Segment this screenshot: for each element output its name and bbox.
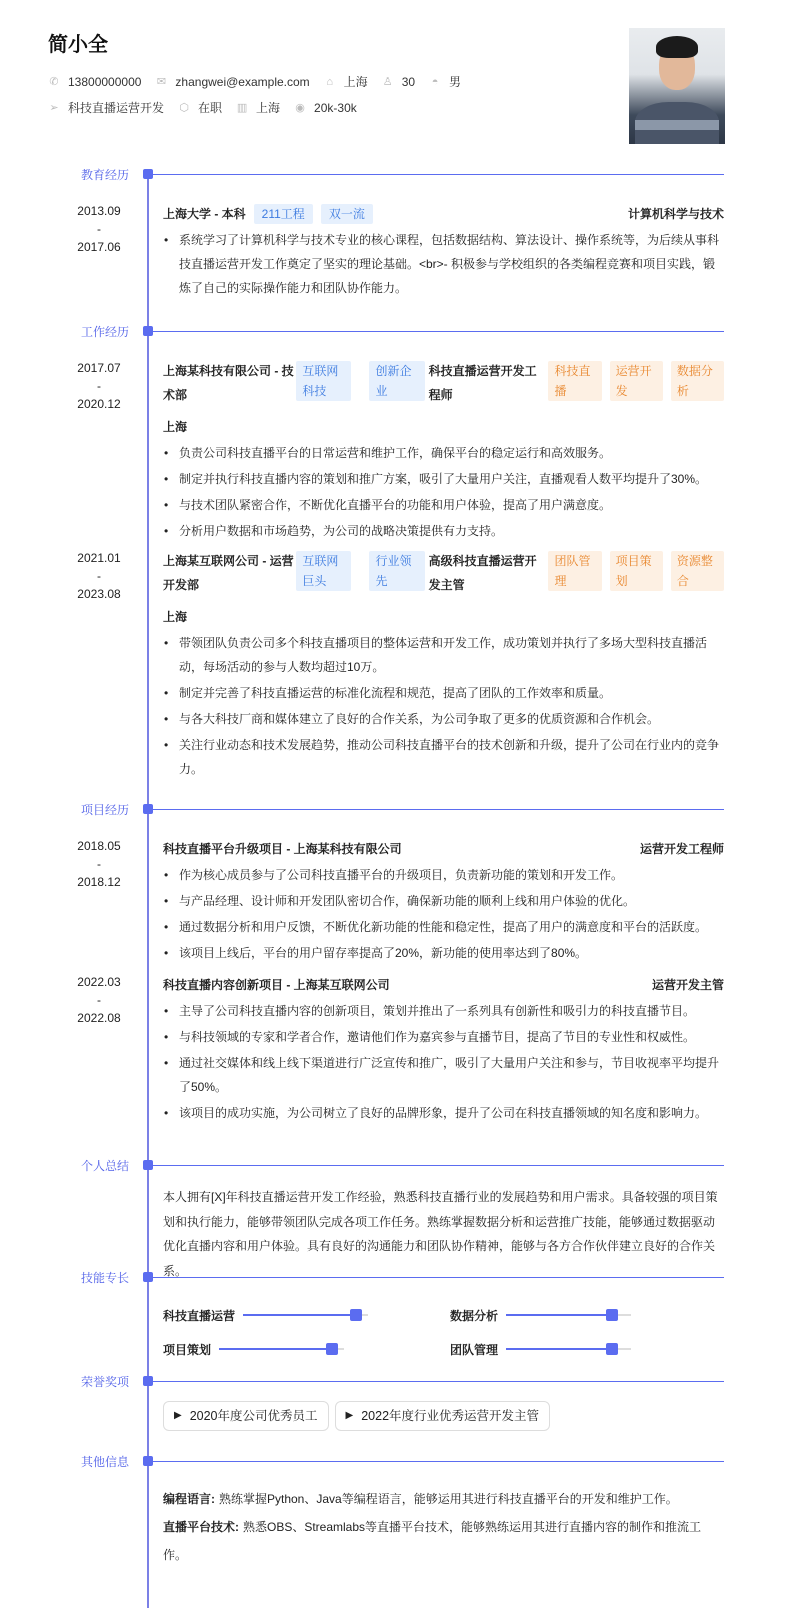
date-separator: - (97, 857, 101, 871)
work-location: 上海 (163, 610, 188, 624)
city: 上海 (343, 75, 368, 89)
project-role: 运营开发工程师 (639, 842, 724, 856)
section-title: 技能专长 (81, 1271, 130, 1285)
job-status: 在职 (198, 101, 223, 115)
skill-level-knob (326, 1343, 338, 1355)
detail-item: • 主导了公司科技直播内容的创新项目，策划并推出了一系列具有创新性和吸引力的科技直播节目。 (163, 999, 724, 1023)
date-range (70, 973, 128, 1027)
skill-item (163, 1303, 450, 1327)
building-icon: ▥ (236, 102, 248, 114)
skill-level-bar (506, 1348, 631, 1350)
date-range (70, 359, 128, 413)
award-badge (335, 1401, 551, 1431)
detail-item: • 作为核心成员参与了公司科技直播平台的升级项目，负责新功能的策划和开发工作。 (163, 863, 724, 887)
project-header (163, 973, 724, 997)
skill-item (450, 1303, 724, 1327)
play-icon: ▶ (345, 1410, 354, 1421)
project-content (163, 973, 724, 1125)
detail-item: • 分析用户数据和市场趋势，为公司的战略决策提供有力支持。 (163, 519, 724, 543)
other-item (163, 1485, 724, 1513)
status-icon: ⬡ (179, 102, 189, 114)
company-tag: 互联网科技 (296, 361, 351, 401)
date-separator: - (97, 993, 101, 1007)
project-content (163, 837, 724, 965)
section-title: 项目经历 (81, 803, 130, 817)
work-entry (0, 359, 794, 543)
skill-tag: 运营开发 (610, 361, 663, 401)
project-role: 运营开发主管 (651, 978, 724, 992)
start-date: 2017.07 (77, 361, 121, 375)
gender: 男 (449, 75, 462, 89)
tag: 211工程 (254, 204, 313, 224)
skill-item (163, 1337, 450, 1361)
company-tag: 行业领先 (369, 551, 424, 591)
mail-icon: ✉ (156, 76, 167, 88)
work-content (163, 359, 724, 543)
skill-level-bar (219, 1348, 344, 1350)
section-title: 其他信息 (81, 1455, 130, 1469)
section-title: 教育经历 (81, 168, 130, 182)
detail-item: • 该项目的成功实施，为公司树立了良好的品牌形象，提升了公司在科技直播领域的知名度和影响力。 (163, 1101, 724, 1125)
start-date: 2018.05 (77, 839, 121, 853)
skills-section (0, 1269, 794, 1361)
intent-row (48, 99, 728, 116)
age: 30 (401, 74, 416, 89)
skill-item (450, 1337, 724, 1361)
other-item (163, 1513, 724, 1569)
skill-name: 项目策划 (163, 1342, 212, 1357)
end-date: 2020.12 (77, 397, 121, 411)
education-section (0, 166, 794, 300)
detail-item: • 与技术团队紧密合作，不断优化直播平台的功能和用户体验，提高了用户满意度。 (163, 493, 724, 517)
detail-item: • 制定并完善了科技直播运营的标准化流程和规范，提高了团队的工作效率和质量。 (163, 681, 724, 705)
email: zhangwei@example.com (175, 74, 310, 89)
start-date: 2013.09 (77, 204, 121, 218)
contact-row (48, 73, 728, 90)
tag: 双一流 (321, 204, 373, 224)
detail-item: • 系统学习了计算机科学与技术专业的核心课程，包括数据结构、算法设计、操作系统等，为后续从事科技直播运营开发工作奠定了坚实的理论基础。<br>- 积极参与学校组织的各类编程竞赛和项目实践，锻炼了自己的实际操作能力和团队协作能力。 (163, 228, 724, 300)
home-icon: ⌂ (326, 75, 333, 88)
work-location: 上海 (163, 420, 188, 434)
company-tag: 互联网巨头 (296, 551, 351, 591)
skill-level-bar (243, 1314, 368, 1316)
start-date: 2021.01 (77, 551, 121, 565)
award-name: 2020年度公司优秀员工 (189, 1409, 318, 1423)
skill-tag: 项目策划 (610, 551, 663, 591)
work-content (163, 549, 724, 781)
detail-item: • 通过数据分析和用户反馈，不断优化新功能的性能和稳定性，提高了用户的满意度和平台的活跃度。 (163, 915, 724, 939)
date-range (70, 837, 128, 891)
school: 上海大学 - 本科 (163, 207, 246, 221)
skill-level-knob (350, 1309, 362, 1321)
skill-tag: 科技直播 (548, 361, 601, 401)
award-badge (163, 1401, 329, 1431)
other-section (0, 1453, 794, 1569)
end-date: 2017.06 (77, 240, 121, 254)
skill-level-fill (243, 1314, 356, 1316)
other-label: 编程语言: (163, 1492, 215, 1506)
project-entry (0, 973, 794, 1125)
section-title: 个人总结 (81, 1159, 130, 1173)
skill-name: 数据分析 (450, 1308, 499, 1323)
detail-item: • 通过社交媒体和线上线下渠道进行广泛宣传和推广，吸引了大量用户关注和参与，节目收视率平均提升了50%。 (163, 1051, 724, 1099)
work-section (0, 323, 794, 781)
skill-level-knob (606, 1309, 618, 1321)
candidate-name: 简小全 (48, 34, 108, 56)
education-entry: 2013.09 - 2017.06 上海大学 - 本科 211工程 双一流 计算机科学与技术 • 系统学习了计算机科学与技术专业的核心课程，包括数据结构、算法设计、操作系统等，为后续从事科技直播运营开发工作奠定了坚实的理论基础。<br>- 积极参与学校组织的各类编程竞赛和项目实践，锻炼了自己的实际操作能力和团队协作能力。 (0, 202, 794, 300)
detail-item: • 与科技领域的专家和学者合作，邀请他们作为嘉宾参与直播节目，提高了节目的专业性和权威性。 (163, 1025, 724, 1049)
detail-item: • 带领团队负责公司多个科技直播项目的整体运营和开发工作，成功策划并执行了多场大型科技直播活动，每场活动的参与人数均超过10万。 (163, 631, 724, 679)
section-title: 荣誉奖项 (81, 1375, 130, 1389)
phone-icon: ✆ (49, 76, 59, 88)
gender-icon: ◓ (431, 75, 439, 88)
skill-level-fill (219, 1348, 332, 1350)
section-title: 工作经历 (81, 325, 130, 339)
work-header (163, 359, 724, 407)
salary-icon: ◉ (295, 102, 305, 114)
company: 上海某科技有限公司 - 技术部 (163, 364, 294, 402)
end-date: 2022.08 (77, 1011, 121, 1025)
project-header (163, 837, 724, 861)
awards-section (0, 1373, 794, 1431)
projects-section (0, 801, 794, 1125)
skill-tag: 资源整合 (671, 551, 724, 591)
summary-text: 本人拥有[X]年科技直播运营开发工作经验，熟悉科技直播行业的发展趋势和用户需求。具备较强的项目策划和执行能力，能够带领团队完成各项工作任务。熟练掌握数据分析和运营推广技能，能够通过数据驱动优化直播内容和用户体验。具有良好的沟通能力和团队协作精神，能够与各方合作伙伴建立良好的合作关系。 (163, 1190, 718, 1278)
other-text: 熟悉OBS、Streamlabs等直播平台技术，能够熟练运用其进行直播内容的制作和推流工作。 (163, 1520, 702, 1562)
skill-name: 科技直播运营 (163, 1308, 236, 1323)
skill-level-knob (606, 1343, 618, 1355)
project-name: 科技直播内容创新项目 - 上海某互联网公司 (163, 978, 390, 992)
company-tag: 创新企业 (369, 361, 424, 401)
work-header (163, 549, 724, 597)
play-icon: ▶ (174, 1410, 182, 1421)
job-title: 高级科技直播运营开发主管 (428, 554, 537, 592)
major: 计算机科学与技术 (627, 207, 724, 221)
detail-item: • 关注行业动态和技术发展趋势，推动公司科技直播平台的技术创新和升级，提升了公司在行业内的竞争力。 (163, 733, 724, 781)
detail-item: • 与各大科技厂商和媒体建立了良好的合作关系，为公司争取了更多的优质资源和合作机会。 (163, 707, 724, 731)
phone: 13800000000 (68, 74, 142, 89)
date-separator: - (97, 379, 101, 393)
other-text: 熟练掌握Python、Java等编程语言，能够运用其进行科技直播平台的开发和维护工作。 (219, 1492, 678, 1506)
skill-tag: 数据分析 (671, 361, 724, 401)
age-icon: ♙ (382, 76, 393, 88)
start-date: 2022.03 (77, 975, 121, 989)
end-date: 2018.12 (77, 875, 121, 889)
target-position: 科技直播运营开发 (68, 101, 165, 115)
detail-item: • 该项目上线后，平台的用户留存率提高了20%，新功能的使用率达到了80%。 (163, 941, 724, 965)
summary-section (0, 1157, 794, 1283)
profile-photo (629, 28, 725, 144)
detail-item: • 与产品经理、设计师和开发团队密切合作，确保新功能的顺利上线和用户体验的优化。 (163, 889, 724, 913)
skill-level-bar (506, 1314, 631, 1316)
work-entry (0, 549, 794, 781)
skill-name: 团队管理 (450, 1342, 499, 1357)
salary: 20k-30k (314, 100, 357, 115)
award-name: 2022年度行业优秀运营开发主管 (361, 1409, 540, 1423)
project-entry (0, 837, 794, 965)
target-city: 上海 (256, 101, 281, 115)
detail-item: • 负责公司科技直播平台的日常运营和维护工作，确保平台的稳定运行和高效服务。 (163, 441, 724, 465)
resume-header (48, 28, 728, 148)
send-icon: ➢ (49, 102, 59, 114)
project-name: 科技直播平台升级项目 - 上海某科技有限公司 (163, 842, 402, 856)
date-separator: - (97, 569, 101, 583)
job-title: 科技直播运营开发工程师 (428, 364, 537, 402)
skill-tag: 团队管理 (548, 551, 601, 591)
company: 上海某互联网公司 - 运营开发部 (163, 554, 294, 592)
skill-level-fill (506, 1348, 612, 1350)
date-range (70, 549, 128, 603)
other-label: 直播平台技术: (163, 1520, 239, 1534)
end-date: 2023.08 (77, 587, 121, 601)
skill-level-fill (506, 1314, 612, 1316)
detail-item: • 制定并执行科技直播内容的策划和推广方案，吸引了大量用户关注，直播观看人数平均提升了30%。 (163, 467, 724, 491)
